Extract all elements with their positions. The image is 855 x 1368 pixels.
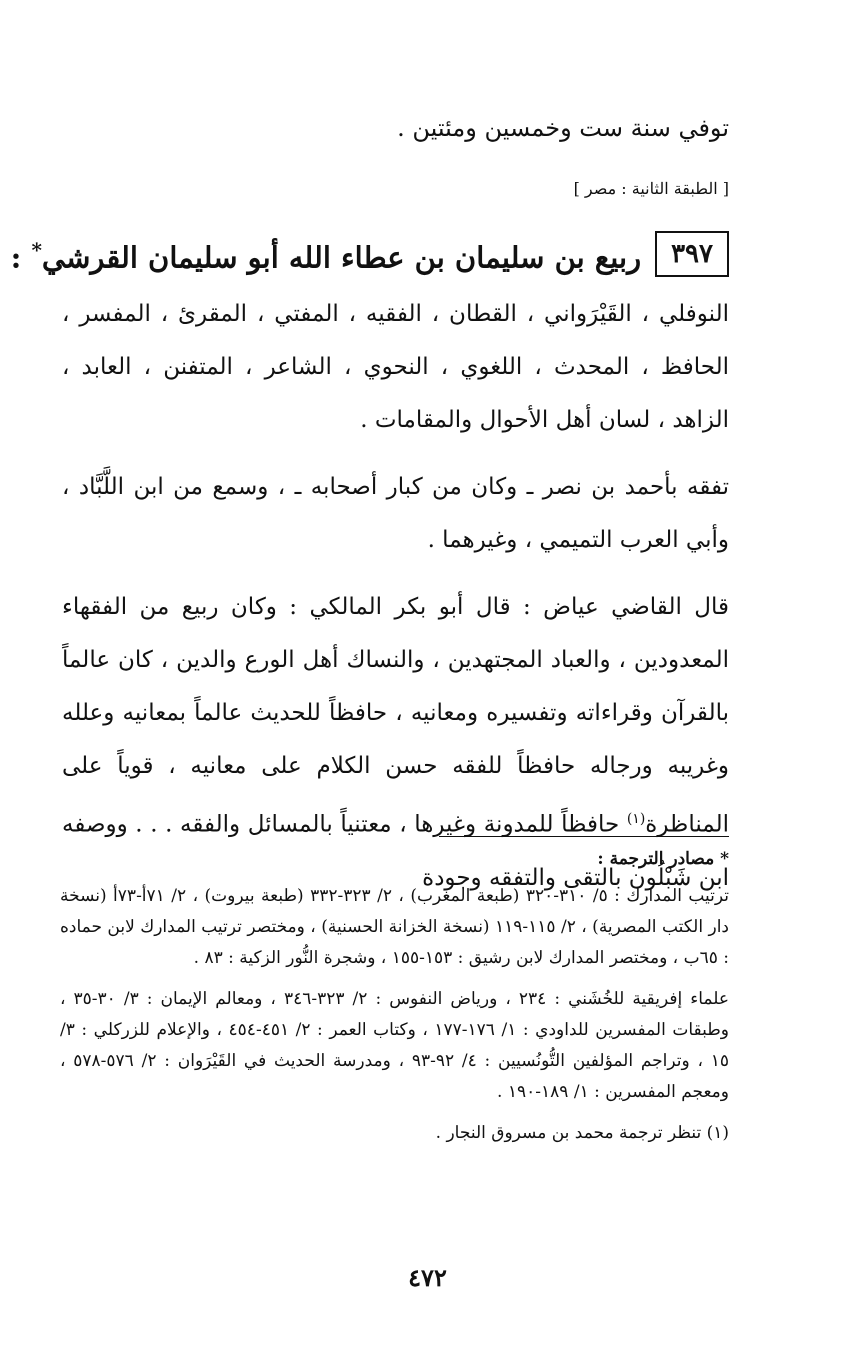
entry-title-text: ربيع بن سليمان بن عطاء الله أبو سليمان القرشي — [41, 240, 642, 275]
footnotes-section — [60, 844, 729, 1159]
previous-entry-death-line: توفي سنة ست وخمسين ومئتين . — [397, 114, 729, 142]
teachers-paragraph: تفقه بأحمد بن نصر ـ وكان من كبار أصحابه ـ ، وسمع من ابن اللَّبَّاد ، وأبي العرب التميمي ، وغيرهما . — [62, 474, 729, 553]
praise-text-start: قال القاضي عياض : قال أبو بكر المالكي : وكان ربيع من الفقهاء المعدودين ، والعباد المجتهدين ، والنساك أهل الورع والدين ، كان عالماً بالقرآن وقراءاته وتفسيره ومعانيه ، حافظاً للحديث عالماً بمعانيه وعلله وغريبه ورجاله حافظاً للفقه حسن الكلام على معانيه ، قوياً على المناظرة — [62, 594, 729, 838]
sources-paragraph-1: ترتيب المدارك : ٥/ ٣١٠-٣٢٠ (طبعة المغرب) ، ٢/ ٣٢٣-٣٣٢ (طبعة بيروت) ، ٢/ ٧١أ-٧٣أ (نسخة دار الكتب المصرية) ، ٢/ ١١٥-١١٩ (نسخة الخزانة الحسنية) ، ومختصر ترتيب المدارك لابن حماده : ٦٥ب ، ومختصر المدارك لابن رشيق : ١٥٣-١٥٥ ، وشجرة النُّور الزكية : ٨٣ . — [60, 886, 730, 968]
entry-title-colon: : — [10, 240, 32, 275]
generation-label: [ الطبقة الثانية : مصر ] — [573, 179, 729, 198]
footnote-1-mark: (١) — [626, 811, 646, 827]
page-number: ٤٧٢ — [408, 1263, 447, 1292]
footnote-divider — [439, 836, 729, 837]
sources-heading: * مصادر الترجمة : — [597, 849, 729, 869]
sources-paragraph-2: علماء إفريقية للخُشَني : ٢٣٤ ، ورياض النفوس : ٢/ ٣٢٣-٣٤٦ ، ومعالم الإيمان : ٣/ ٣٠-٣٥ ، وطبقات المفسرين للداودي : ١/ ١٧٦-١٧٧ ، وكتاب العمر : ٢/ ٤٥١-٤٥٤ ، والإعلام للزركلي : ٣/ ١٥ ، وتراجم المؤلفين التُّونُسيين : ٤/ ٩٢-٩٣ ، ومدرسة الحديث في القَيْرَوان : ٢/ ٥٧٦-٥٧٨ ، ومعجم المفسرين : ١/ ١٨٩-١٩٠ . — [60, 989, 730, 1102]
entry-header — [10, 228, 729, 280]
footnote-1: (١) تنظر ترجمة محمد بن مسروق النجار . — [435, 1123, 729, 1143]
praise-text-end: حافظاً للمدونة وغيرها ، معتنياً بالمسائل والفقه . . . ووصفه ابن شَبْلُون بالتقى والتفقه وجودة — [62, 811, 729, 891]
sources-footnote-mark: * — [31, 238, 42, 263]
entry-title — [11, 228, 641, 280]
biography-text — [62, 288, 729, 919]
attributes-paragraph: النوفلي ، القَيْرَواني ، القطان ، الفقيه ، المفتي ، المقرئ ، المفسر ، الحافظ ، المحدث ، اللغوي ، النحوي ، الشاعر ، المتفنن ، العابد ، الزاهد ، لسان أهل الأحوال والمقامات . — [62, 301, 729, 433]
entry-number: ٣٩٧ — [655, 231, 729, 277]
